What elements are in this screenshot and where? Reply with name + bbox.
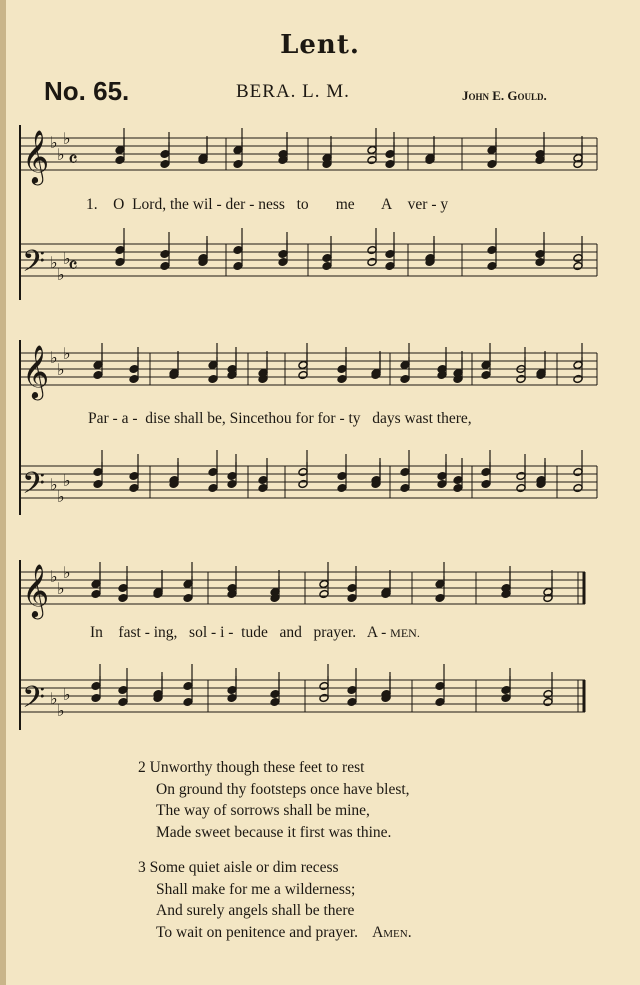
staff-treble-3	[20, 572, 585, 604]
verse-3	[138, 857, 412, 943]
staff-bass-3	[20, 680, 585, 712]
svg-text:♭: ♭	[63, 249, 71, 268]
verse-line: Made sweet because it first was thine.	[156, 823, 392, 841]
verse-number: 2	[138, 759, 146, 776]
page-title: Lent.	[280, 30, 360, 60]
verse-line: The way of sorrows shall be mine,	[156, 802, 370, 819]
svg-text:♭: ♭	[50, 133, 58, 152]
lyrics-line-1: 1. O Lord, the wil - der - ness to me A ver - y	[86, 196, 449, 213]
treble-clef-icon: 𝄞	[22, 129, 50, 183]
barlines-3	[208, 572, 584, 712]
lyrics-line-2: Par - a - dise shall be, Sincethou for for - ty days wast there,	[88, 410, 472, 427]
svg-text:♭: ♭	[50, 253, 58, 272]
verse-2	[138, 757, 412, 843]
common-time-icon: 𝄴	[68, 148, 78, 173]
svg-text:♭: ♭	[63, 344, 71, 363]
staff-treble-2	[20, 353, 597, 385]
staff-bass-2	[20, 466, 597, 498]
svg-text:♭: ♭	[57, 487, 65, 506]
svg-text:♭: ♭	[63, 685, 71, 704]
bass-clef-icon: 𝄢	[22, 245, 46, 286]
lyrics-line-3: In fast - ing, sol - i - tude and prayer. A - MEN.	[90, 624, 420, 641]
svg-text:♭: ♭	[63, 129, 71, 148]
verse-line: Unworthy though these feet to rest	[149, 759, 365, 776]
additional-verses	[138, 757, 412, 957]
svg-text:♭: ♭	[57, 360, 65, 379]
verse-line: Some quiet aisle or dim recess	[149, 859, 339, 876]
bass-clef-icon: 𝄢	[22, 681, 46, 722]
svg-text:♭: ♭	[57, 701, 65, 720]
svg-text:♭: ♭	[50, 475, 58, 494]
hymn-number: No. 65.	[44, 76, 130, 106]
svg-text:♭: ♭	[50, 348, 58, 367]
verse-line: And surely angels shall be there	[156, 902, 355, 919]
common-time-icon: 𝄴	[68, 254, 78, 279]
key-signature-flats	[50, 129, 71, 720]
svg-text:♭: ♭	[63, 471, 71, 490]
verse-line: Shall make for me a wilderness;	[156, 880, 356, 898]
treble-clef-icon: 𝄞	[22, 344, 50, 398]
verse-line: To wait on penitence and prayer.	[156, 923, 359, 941]
svg-text:♭: ♭	[63, 563, 71, 582]
amen-label: Amen.	[372, 923, 412, 941]
svg-text:♭: ♭	[57, 145, 65, 164]
treble-clef-icon: 𝄞	[22, 563, 50, 617]
verse-line: On ground thy footsteps once have blest,	[156, 780, 410, 798]
svg-text:♭: ♭	[50, 689, 58, 708]
tune-name: BERA. L. M.	[236, 81, 350, 102]
svg-text:♭: ♭	[57, 265, 65, 284]
svg-text:♭: ♭	[50, 567, 58, 586]
composer: John E. Gould.	[462, 88, 547, 103]
bass-clef-icon: 𝄢	[22, 467, 46, 508]
svg-text:♭: ♭	[57, 579, 65, 598]
verse-number: 3	[138, 859, 146, 876]
